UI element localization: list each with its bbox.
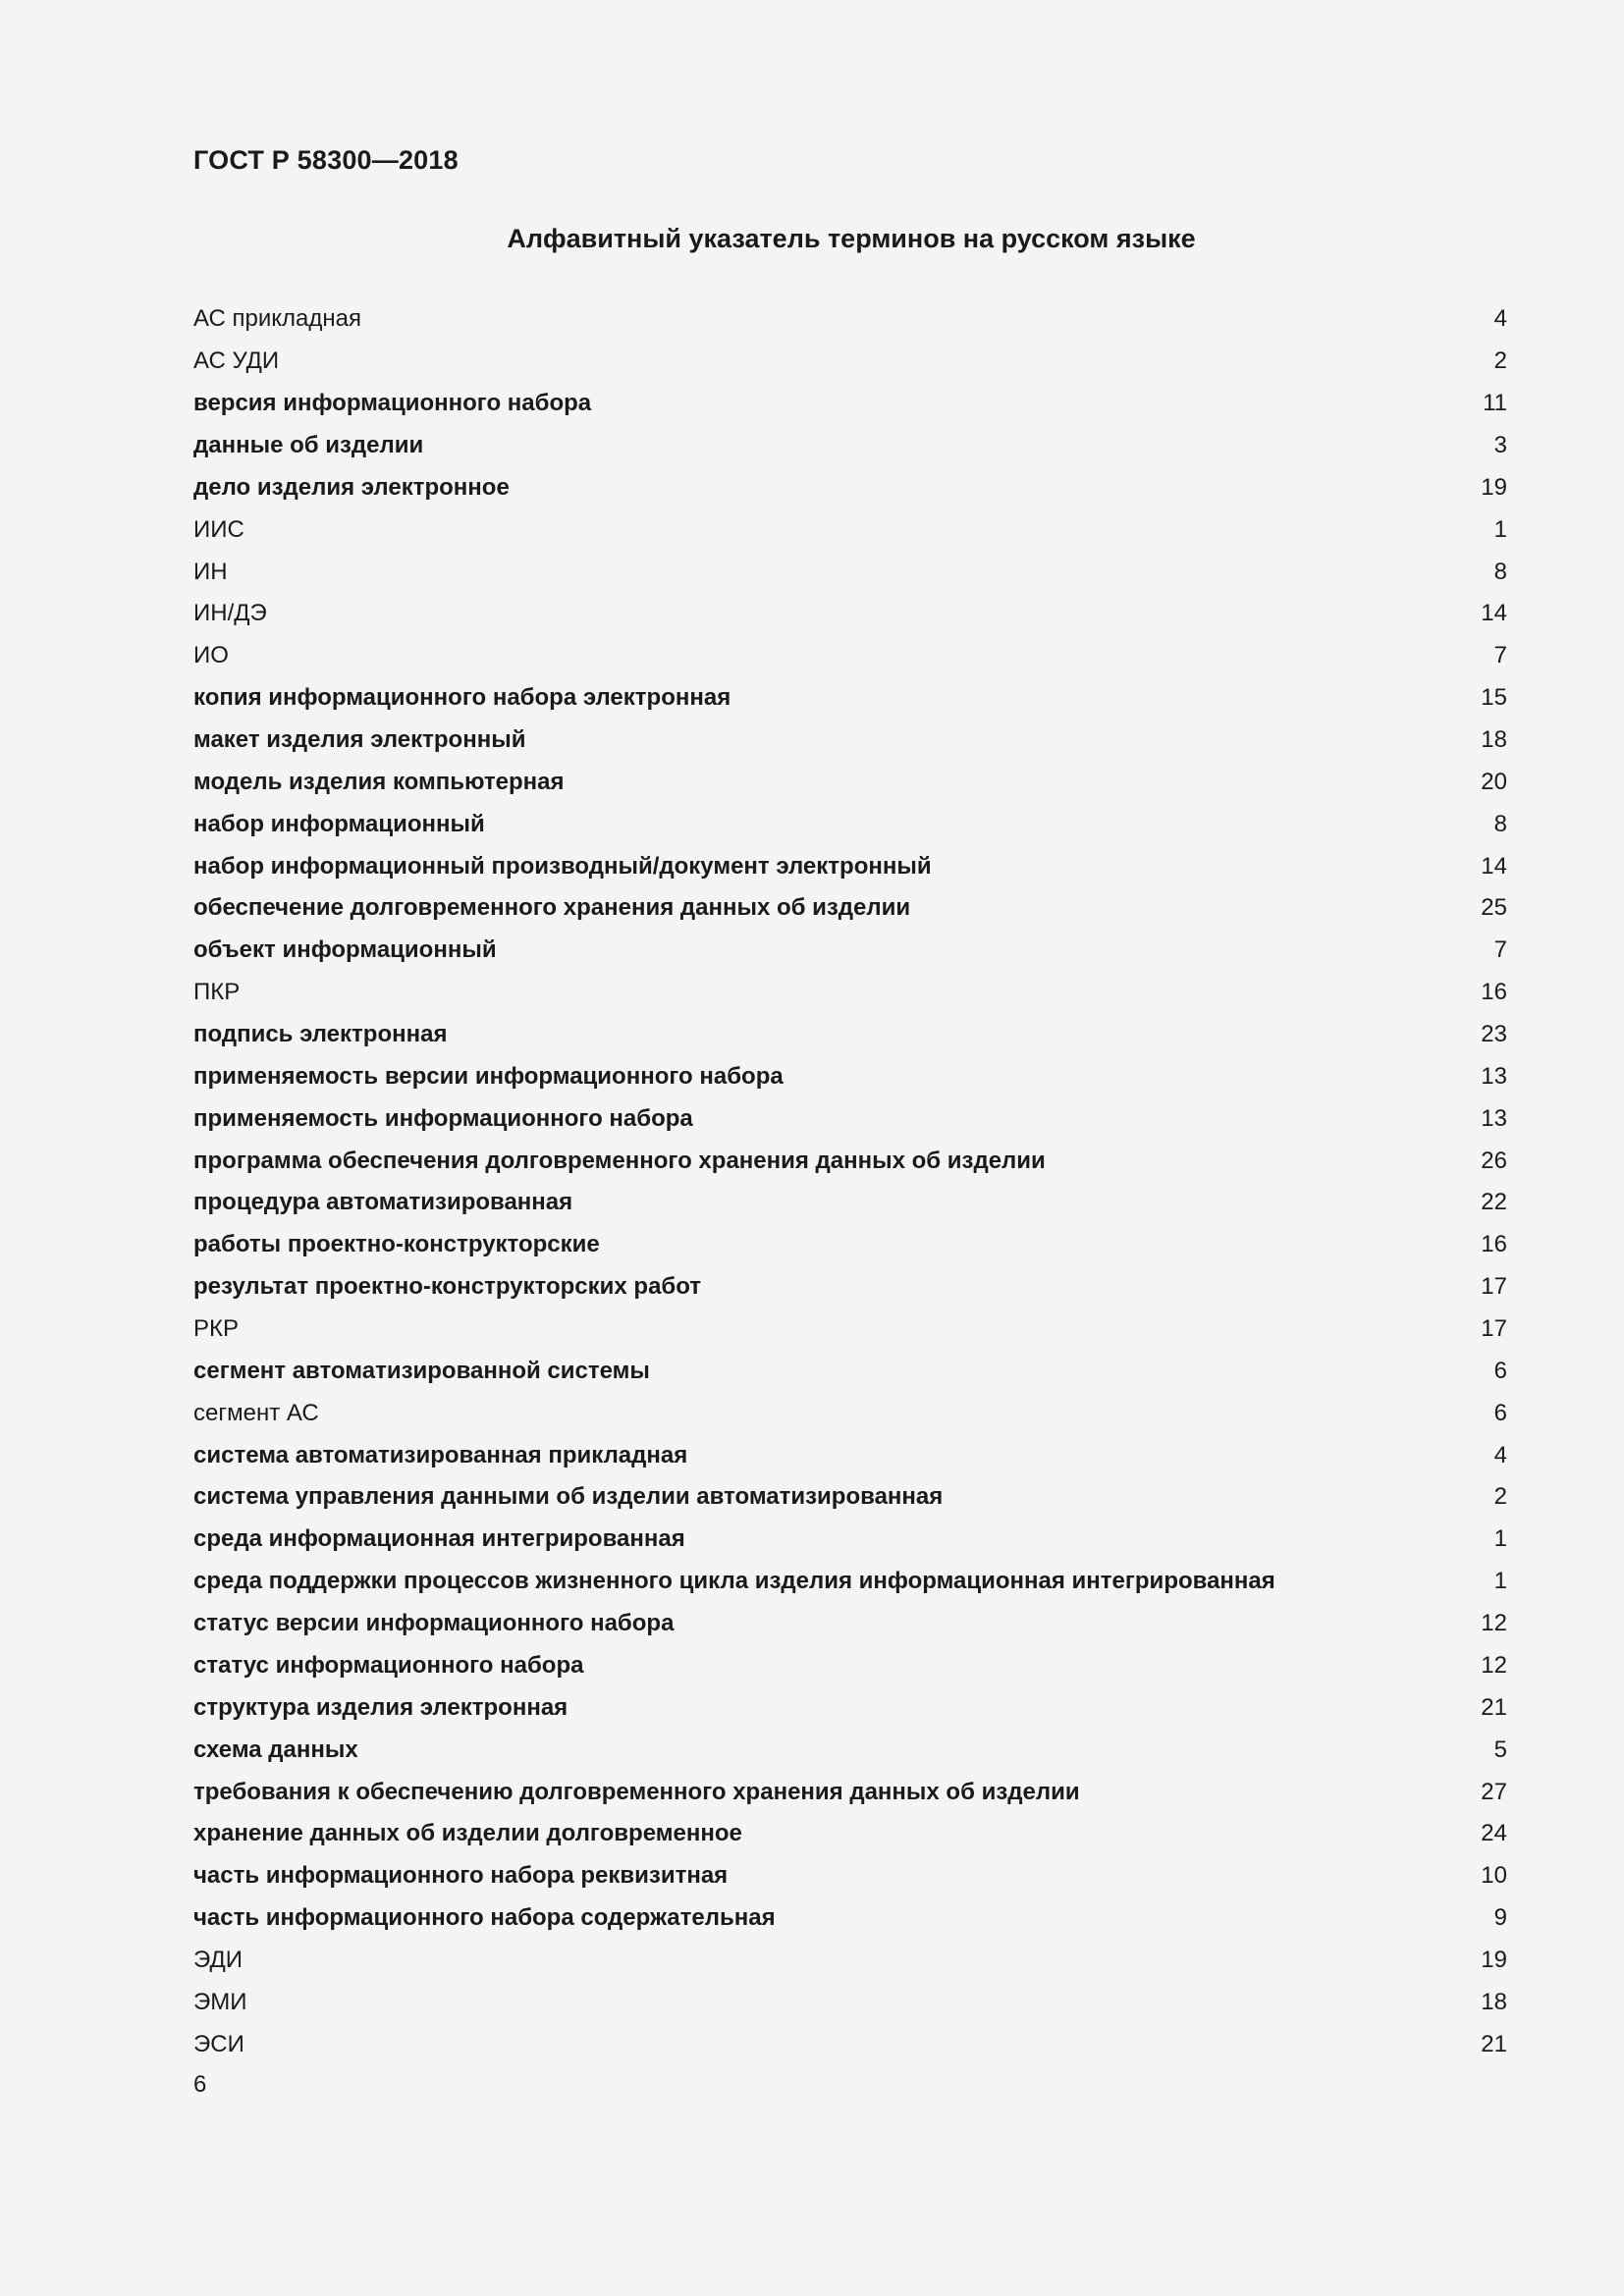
index-page-ref: 7 — [1493, 642, 1507, 669]
index-page-ref: 14 — [1481, 600, 1507, 627]
index-term: сегмент АС — [193, 1399, 319, 1426]
index-term: часть информационного набора реквизитная — [193, 1862, 729, 1890]
index-entry — [193, 1182, 1507, 1224]
index-term: ПКР — [193, 979, 241, 1006]
index-page-ref: 18 — [1481, 726, 1507, 754]
index-entry — [193, 551, 1507, 593]
index-entry — [193, 1434, 1507, 1476]
index-entry — [193, 1897, 1507, 1940]
index-page-ref: 11 — [1483, 390, 1507, 417]
index-page-ref: 1 — [1493, 1525, 1507, 1553]
index-entry — [193, 803, 1507, 845]
index-page-ref: 21 — [1481, 2030, 1507, 2057]
index-term: требования к обеспечению долговременного хранения данных об изделии — [193, 1778, 1080, 1805]
index-term: ЭСИ — [193, 2030, 244, 2057]
index-entry — [193, 466, 1507, 508]
index-page-ref: 20 — [1481, 768, 1507, 795]
index-page-ref: 14 — [1481, 852, 1507, 880]
index-page-ref: 8 — [1493, 810, 1507, 837]
index-entry — [193, 425, 1507, 467]
index-entry — [193, 1940, 1507, 1982]
index-term: РКР — [193, 1315, 239, 1343]
index-term: хранение данных об изделии долговременное — [193, 1820, 742, 1847]
index-page-ref: 18 — [1481, 1988, 1507, 2015]
index-entry — [193, 593, 1507, 635]
index-page-ref: 3 — [1493, 432, 1507, 458]
index-term: применяемость информационного набора — [193, 1104, 693, 1132]
index-entry — [193, 1561, 1507, 1603]
index-entry — [193, 1603, 1507, 1645]
index-term: часть информационного набора содержательная — [193, 1904, 776, 1932]
index-entry — [193, 1055, 1507, 1097]
index-term: статус информационного набора — [193, 1651, 584, 1679]
index-term: система автоматизированная прикладная — [193, 1441, 688, 1468]
index-page-ref: 9 — [1493, 1904, 1507, 1932]
index-entry — [193, 1140, 1507, 1182]
index-term: применяемость версии информационного набора — [193, 1062, 784, 1090]
index-page-ref: 5 — [1493, 1735, 1507, 1763]
index-entry — [193, 1097, 1507, 1140]
index-page-ref: 12 — [1481, 1610, 1507, 1637]
index-term: набор информационный производный/документ электронный — [193, 852, 932, 880]
index-entry — [193, 1686, 1507, 1729]
index-entry — [193, 383, 1507, 425]
index-term: объект информационный — [193, 936, 497, 964]
index-entry — [193, 972, 1507, 1014]
index-entry — [193, 1855, 1507, 1897]
index-term: программа обеспечения долговременного хранения данных об изделии — [193, 1147, 1046, 1174]
index-page-ref: 6 — [1493, 1357, 1507, 1384]
index-entry — [193, 887, 1507, 930]
index-term: структура изделия электронная — [193, 1693, 568, 1721]
index-page-ref: 12 — [1481, 1651, 1507, 1679]
index-term: схема данных — [193, 1735, 358, 1763]
index-entry — [193, 1476, 1507, 1519]
index-page-ref: 27 — [1481, 1778, 1507, 1805]
index-term: система управления данными об изделии автоматизированная — [193, 1483, 944, 1511]
index-page-ref: 17 — [1481, 1315, 1507, 1343]
index-entry — [193, 720, 1507, 762]
index-entry — [193, 1350, 1507, 1392]
index-term: ИН/ДЭ — [193, 600, 267, 627]
index-page-ref: 4 — [1493, 305, 1507, 333]
index-term: ЭМИ — [193, 1988, 247, 2015]
index-page-ref: 10 — [1481, 1862, 1507, 1890]
index-term: сегмент автоматизированной системы — [193, 1357, 650, 1384]
index-term: копия информационного набора электронная — [193, 684, 731, 712]
index-entry — [193, 1729, 1507, 1771]
index-entry — [193, 677, 1507, 720]
index-term: дело изделия электронное — [193, 473, 510, 501]
index-term: версия информационного набора — [193, 390, 592, 417]
index-entry — [193, 1308, 1507, 1351]
index-term: набор информационный — [193, 810, 485, 837]
index-page-ref: 13 — [1481, 1062, 1507, 1090]
index-entry — [193, 1813, 1507, 1855]
index-term: подпись электронная — [193, 1021, 448, 1048]
index-term: макет изделия электронный — [193, 726, 526, 754]
index-page-ref: 17 — [1481, 1273, 1507, 1301]
index-term: результат проектно-конструкторских работ — [193, 1273, 702, 1301]
index-term: среда поддержки процессов жизненного цикла изделия информационная интегрированная — [193, 1568, 1275, 1595]
index-page-ref: 22 — [1481, 1189, 1507, 1216]
term-index-list — [193, 298, 1507, 2065]
index-page-ref: 6 — [1493, 1399, 1507, 1426]
index-entry — [193, 930, 1507, 972]
index-page-ref: 2 — [1493, 1483, 1507, 1511]
index-entry — [193, 1771, 1507, 1813]
index-term: модель изделия компьютерная — [193, 768, 565, 795]
index-entry — [193, 298, 1507, 341]
index-term: ИО — [193, 642, 229, 669]
index-entry — [193, 1224, 1507, 1266]
index-page-ref: 19 — [1481, 1946, 1507, 1973]
index-entry — [193, 1981, 1507, 2023]
index-entry — [193, 508, 1507, 551]
index-entry — [193, 1392, 1507, 1434]
index-term: АС прикладная — [193, 305, 361, 333]
index-page-ref: 7 — [1493, 936, 1507, 964]
index-term: среда информационная интегрированная — [193, 1525, 685, 1553]
index-page-ref: 15 — [1481, 684, 1507, 712]
index-entry — [193, 845, 1507, 887]
index-page-ref: 19 — [1481, 473, 1507, 501]
index-page-ref: 1 — [1493, 515, 1507, 543]
index-page-ref: 24 — [1481, 1820, 1507, 1847]
index-entry — [193, 1519, 1507, 1561]
index-entry — [193, 635, 1507, 677]
index-entry — [193, 2023, 1507, 2065]
page-number: 6 — [193, 2071, 207, 2098]
index-title: Алфавитный указатель терминов на русском языке — [507, 224, 1196, 253]
index-page-ref: 23 — [1481, 1021, 1507, 1048]
index-term: данные об изделии — [193, 432, 424, 458]
index-page-ref: 26 — [1481, 1147, 1507, 1174]
index-entry — [193, 1014, 1507, 1056]
index-entry — [193, 1266, 1507, 1308]
index-page-ref: 8 — [1493, 558, 1507, 585]
index-page-ref: 16 — [1481, 979, 1507, 1006]
standard-header: ГОСТ Р 58300—2018 — [193, 145, 459, 175]
index-entry — [193, 761, 1507, 803]
index-page-ref: 2 — [1493, 347, 1507, 375]
index-term: статус версии информационного набора — [193, 1610, 675, 1637]
index-page-ref: 4 — [1493, 1441, 1507, 1468]
index-term: ИН — [193, 558, 228, 585]
index-term: работы проектно-конструкторские — [193, 1231, 600, 1258]
index-page-ref: 21 — [1481, 1693, 1507, 1721]
index-term: обеспечение долговременного хранения данных об изделии — [193, 894, 911, 922]
index-term: ЭДИ — [193, 1946, 243, 1973]
index-page-ref: 16 — [1481, 1231, 1507, 1258]
index-entry — [193, 341, 1507, 383]
index-page-ref: 1 — [1493, 1568, 1507, 1595]
index-term: ИИС — [193, 515, 244, 543]
index-page-ref: 13 — [1481, 1104, 1507, 1132]
index-term: АС УДИ — [193, 347, 280, 375]
index-entry — [193, 1645, 1507, 1687]
index-term: процедура автоматизированная — [193, 1189, 573, 1216]
index-page-ref: 25 — [1481, 894, 1507, 922]
